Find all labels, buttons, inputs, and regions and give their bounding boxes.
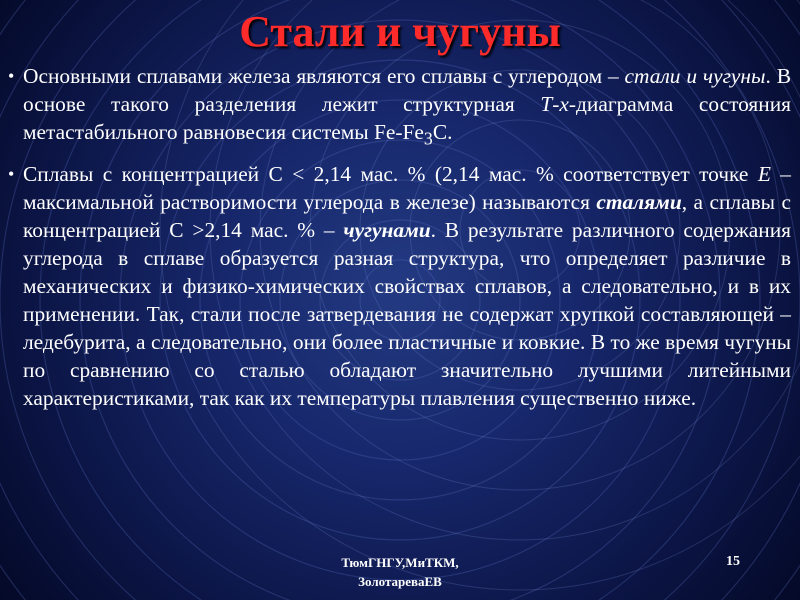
subscript-3: 3 xyxy=(423,128,433,149)
steels-term: сталями xyxy=(596,190,682,215)
bullet-icon: • xyxy=(8,164,15,185)
steels-and-cast-irons-emphasis: стали и чугуны xyxy=(624,64,766,88)
paragraph-2-text: , а сплавы с концентрацией С >2,14 мас. % – xyxy=(23,190,791,243)
footer-line-2: ЗолотареваЕВ xyxy=(358,574,442,589)
slide-title: Стали и чугуны xyxy=(239,7,561,56)
page-number: 15 xyxy=(726,554,740,569)
paragraph-1-text: Основными сплавами железа являются его сплавы с углеродом – xyxy=(23,64,625,88)
paragraph-2-text: – максимальной растворимости углерода в железе) называются xyxy=(23,162,791,215)
paragraph-2-text: Сплавы с концентрацией С < 2,14 мас. % (2,14 мас. % соответствует точке xyxy=(23,162,758,187)
tx-diagram-term: Т-х xyxy=(540,92,569,116)
paragraph-2 xyxy=(8,160,791,412)
paragraph-1-text: -диаграмма состояния метастабильного равновесия системы Fe-Fe xyxy=(23,92,791,144)
footer-line-1: ТюмГНГУ,МиТКМ, xyxy=(341,555,459,570)
paragraph-1-text: C. xyxy=(432,120,453,144)
footer xyxy=(300,553,500,591)
paragraph-2-text: . В результате различного содержания углерода в сплаве образуется разная структура, что определяет различие в механических и физико-химических свойствах сплавов, а следовательно, и в их применении. Так, стали после затвердевания не содержат хрупкой составляющей – ледебурита, а следовательно, они более пластичные и ковкие. В то же время чугуны по сравнению со сталью обладают значительно лучшими литейными характеристиками, так как их температуры плавления существенно ниже. xyxy=(23,218,792,411)
slide-body xyxy=(8,62,791,420)
paragraph-1-text: . В основе такого разделения лежит структурная xyxy=(23,64,792,116)
bullet-icon: • xyxy=(8,66,15,86)
cast-irons-term: чугунами xyxy=(343,218,431,243)
paragraph-1 xyxy=(8,62,791,152)
point-e-term: Е xyxy=(757,162,771,187)
